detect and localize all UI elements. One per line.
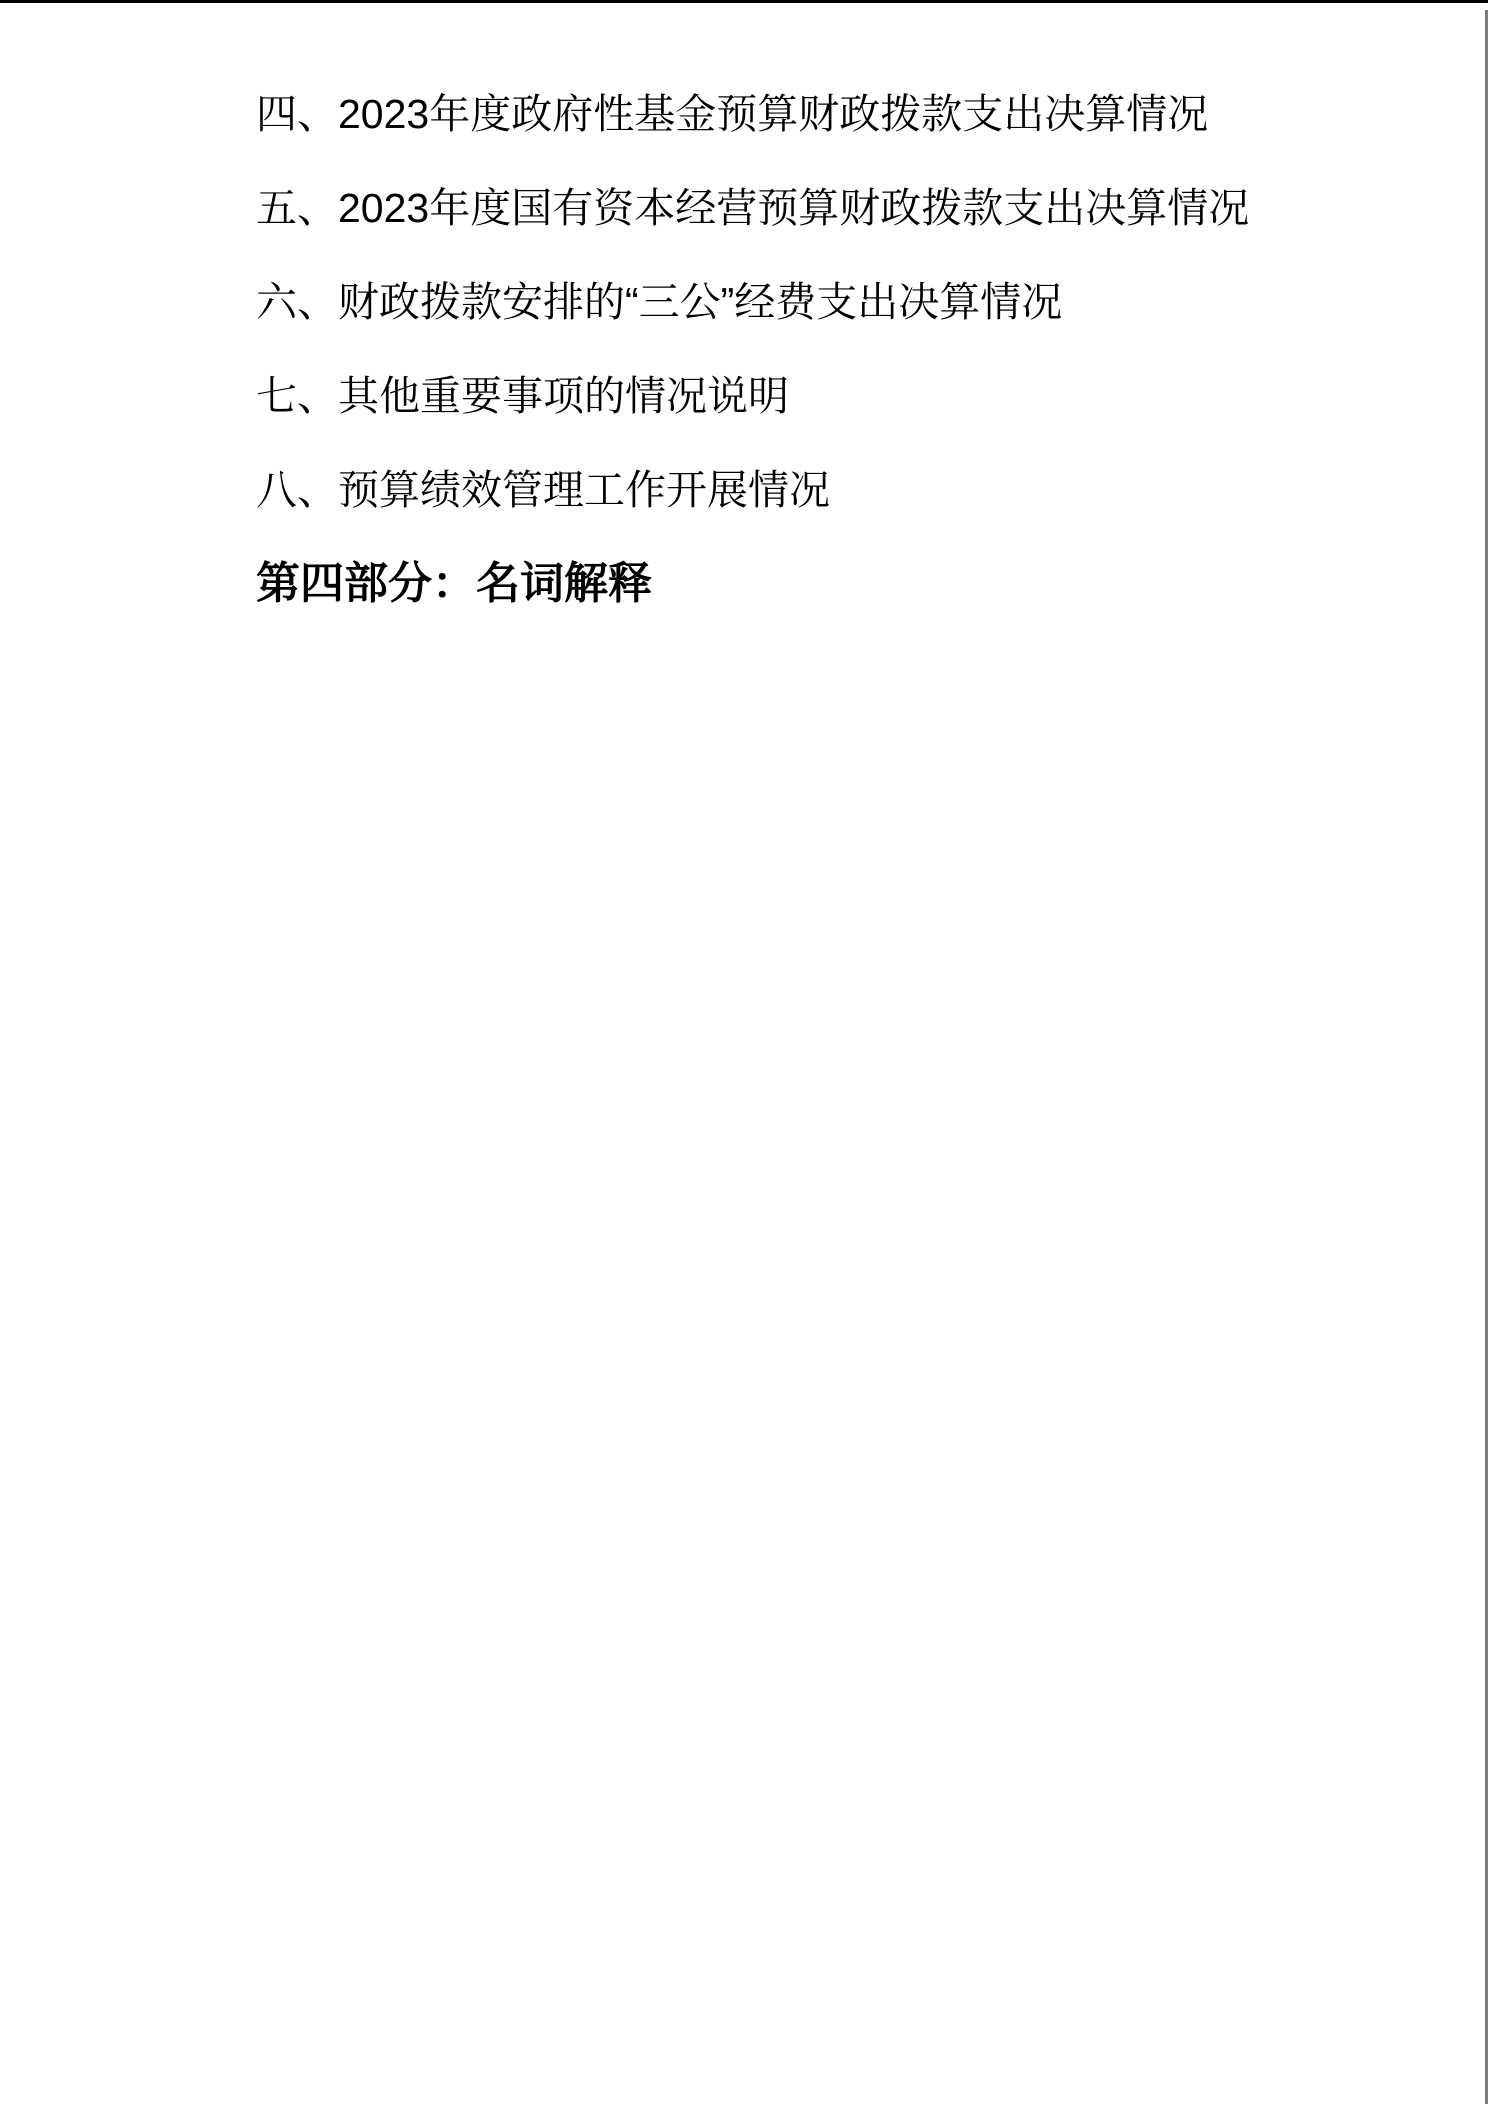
toc-item-4: 四、2023年度政府性基金预算财政拨款支出决算情况 [256,91,1209,137]
toc-item-6: 六、财政拨款安排的“三公”经费支出决算情况 [256,279,1063,325]
page-top-border [0,0,1488,3]
toc-item-5: 五、2023年度国有资本经营预算财政拨款支出决算情况 [256,185,1250,231]
section-heading-part4: 第四部分：名词解释 [256,559,652,608]
toc-item-7: 七、其他重要事项的情况说明 [256,373,789,419]
table-of-contents [256,67,1428,631]
toc-item-8: 八、预算绩效管理工作开展情况 [256,467,830,513]
